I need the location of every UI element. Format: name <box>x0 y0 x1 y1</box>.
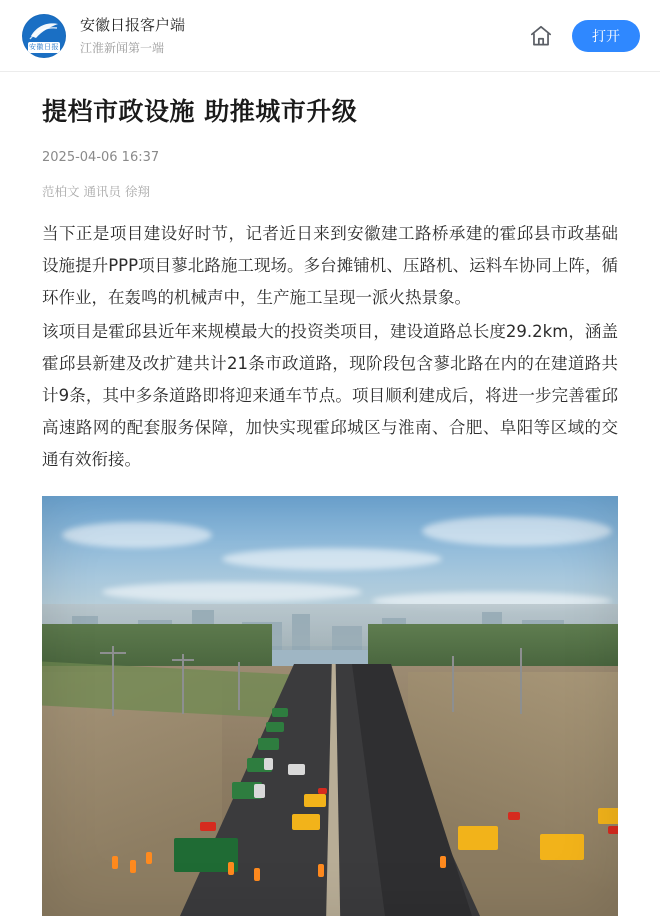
photo-support-vehicle <box>288 764 305 775</box>
byline: 范柏文 通讯员 徐翔 <box>42 184 150 199</box>
logo-badge-text: 安徽日报 <box>29 42 59 51</box>
article-photo-container <box>0 496 660 916</box>
photo-dump-truck <box>258 738 279 750</box>
photo-utility-pole <box>238 662 240 710</box>
app-subtitle: 江淮新闻第一端 <box>80 40 165 55</box>
photo-cloud <box>62 522 212 548</box>
publish-timestamp: 2025-04-06 16:37 <box>42 150 160 165</box>
photo-worker <box>130 860 136 873</box>
photo-utility-pole-arm <box>100 652 126 654</box>
photo-cloud <box>422 516 612 546</box>
photo-truck-cab <box>264 758 273 770</box>
app-name: 安徽日报客户端 <box>80 15 186 34</box>
photo-road-roller <box>292 814 320 830</box>
photo-marker-flag <box>318 788 327 794</box>
photo-dump-truck <box>272 708 288 717</box>
photo-marker-flag <box>608 826 618 834</box>
photo-dump-truck <box>266 722 284 732</box>
photo-utility-pole <box>520 648 522 714</box>
photo-truck-cab <box>254 784 265 798</box>
photo-marker-flag <box>508 812 520 820</box>
photo-cloud <box>222 548 442 570</box>
photo-utility-pole <box>182 654 184 714</box>
article-photo <box>42 496 618 916</box>
app-header-bar <box>0 0 660 72</box>
photo-utility-pole-arm <box>172 659 194 661</box>
app-header-actions <box>528 20 640 52</box>
photo-road-roller <box>598 808 618 824</box>
photo-worker <box>112 856 118 869</box>
photo-worker <box>254 868 260 881</box>
photo-road-roller <box>540 834 584 860</box>
photo-utility-pole <box>112 646 114 716</box>
article-container <box>0 72 660 476</box>
article-paragraph: 该项目是霍邱县近年来规模最大的投资类项目，建设道路总长度29.2km，涵盖霍邱县新建及改扩建共计21条市政道路，现阶段包含蓼北路在内的在建道路共计9条，其中多条道路即将迎来通车节点。项目顺利建成后，将进一步完善霍邱高速路网的配套服务保障，加快实现霍邱城区与淮南、合肥、阜阳等区域的交通有效衔接。 <box>42 322 618 469</box>
photo-road-roller <box>304 794 326 807</box>
app-logo <box>22 14 66 58</box>
photo-worker <box>440 856 446 868</box>
photo-road-roller <box>458 826 498 850</box>
photo-marker-flag <box>200 822 216 831</box>
photo-worker <box>318 864 324 877</box>
page-title: 提档市政设施 助推城市升级 <box>42 97 358 126</box>
article-paragraph: 当下正是项目建设好时节，记者近日来到安徽建工路桥承建的霍邱县市政基础设施提升PPP项目蓼北路施工现场。多台摊铺机、压路机、运料车协同上阵，循环作业，在轰鸣的机械声中，生产施工呈现一派火热景象。 <box>42 224 618 307</box>
photo-worker <box>146 852 152 864</box>
open-app-button[interactable]: 打开 <box>572 20 640 52</box>
logo-swoosh-icon <box>28 21 60 41</box>
app-title-group <box>80 14 528 58</box>
home-icon[interactable] <box>528 23 554 49</box>
photo-worker <box>228 862 234 875</box>
photo-utility-pole <box>452 656 454 712</box>
photo-cloud <box>102 582 362 602</box>
